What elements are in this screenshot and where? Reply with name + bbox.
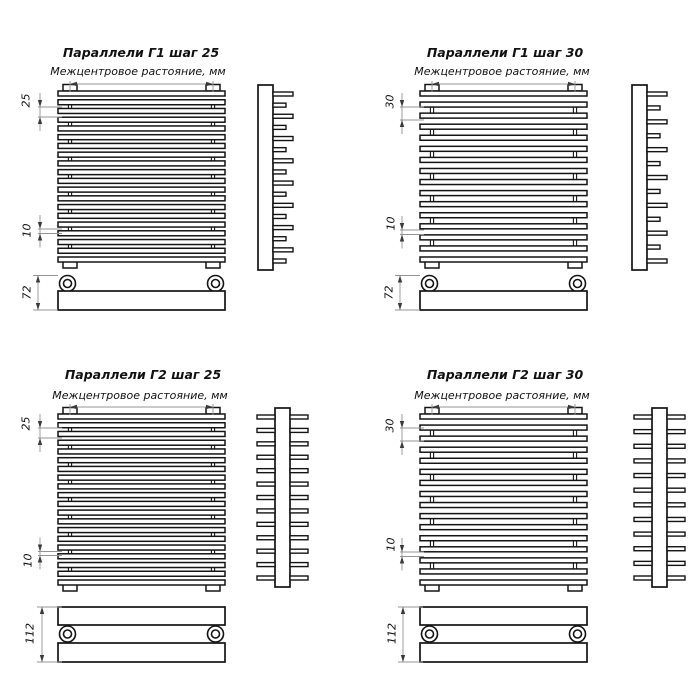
panel-title: Параллели Г2 шаг 25 — [64, 367, 222, 382]
panel-title: Параллели Г1 шаг 30 — [426, 45, 584, 60]
dim-depth-label: 112 — [385, 623, 399, 644]
dim-gap-label: 10 — [384, 216, 398, 231]
dim-gap-label: 10 — [21, 553, 35, 568]
dim-depth-label: 112 — [23, 623, 37, 644]
dim-gap-label: 10 — [20, 223, 34, 238]
panel-title: Параллели Г2 шаг 30 — [426, 367, 584, 382]
panel-subtitle: Межцентровое растояние, мм — [414, 389, 590, 402]
dim-gap-label: 10 — [384, 537, 398, 552]
panel-subtitle: Межцентровое растояние, мм — [52, 389, 228, 402]
dim-depth-label: 72 — [382, 285, 396, 300]
panel-subtitle: Межцентровое растояние, мм — [414, 65, 590, 78]
panel-title: Параллели Г1 шаг 25 — [62, 45, 220, 60]
dim-step-label: 25 — [19, 416, 33, 431]
panel-subtitle: Межцентровое растояние, мм — [50, 65, 226, 78]
dim-step-label: 30 — [383, 94, 397, 109]
dim-step-label: 25 — [19, 93, 33, 108]
dim-step-label: 30 — [383, 418, 397, 433]
dim-depth-label: 72 — [20, 285, 34, 300]
